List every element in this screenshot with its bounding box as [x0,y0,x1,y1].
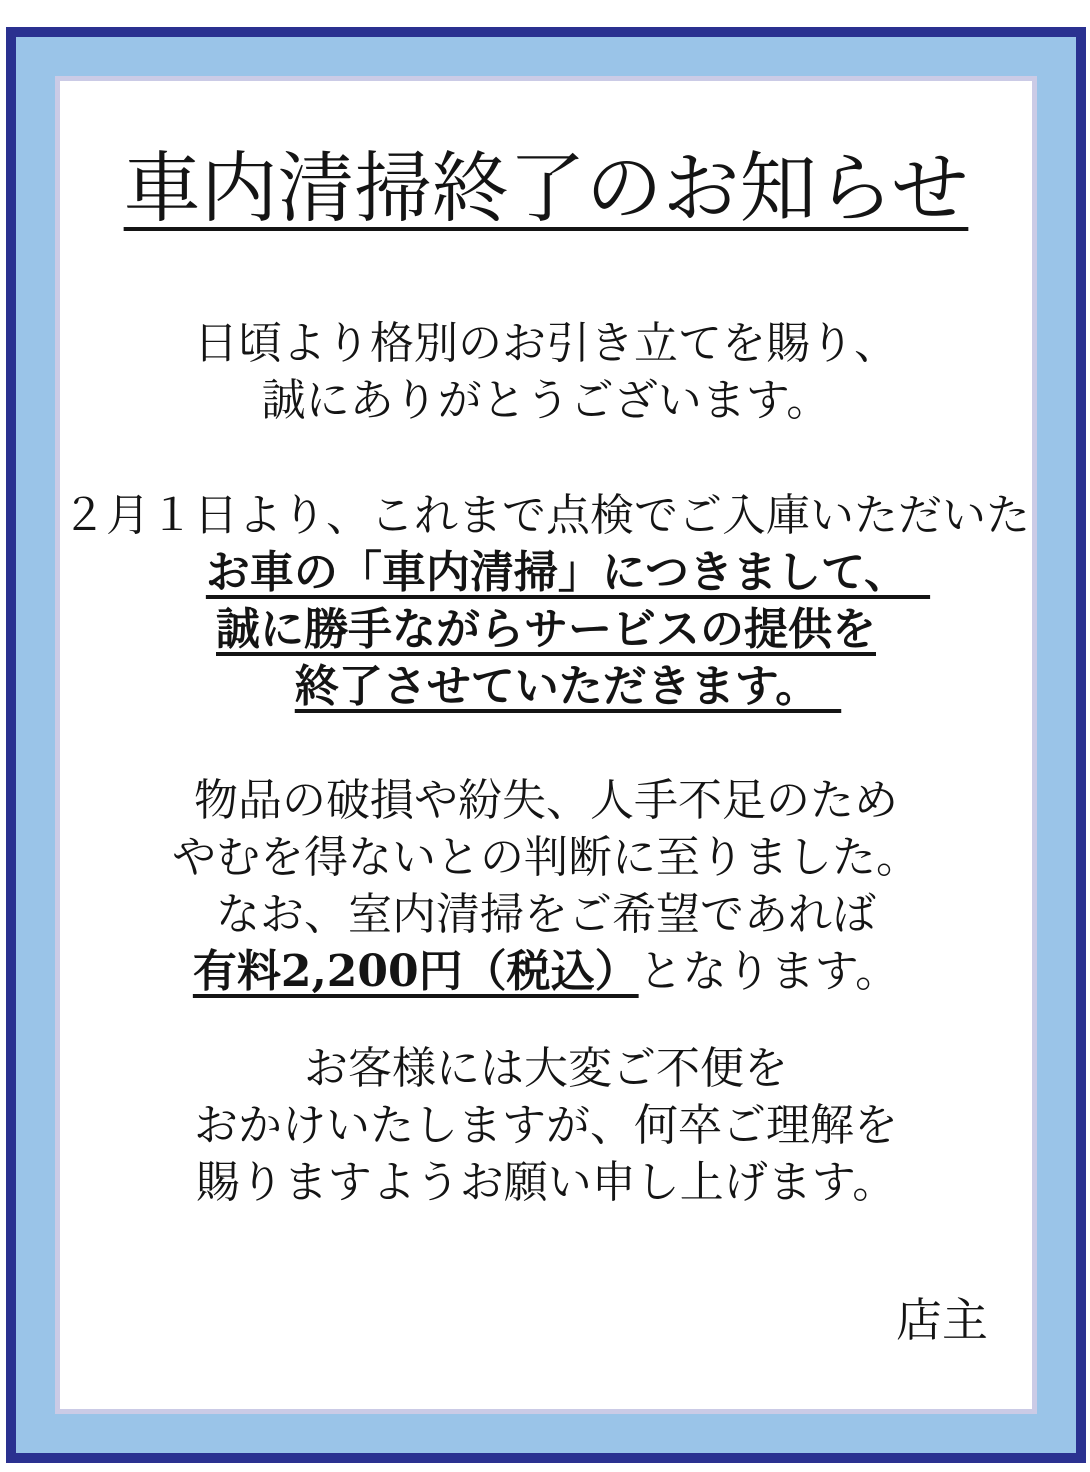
service-end-line-3-emphasis: 誠に勝手ながらサービスの提供を [216,604,876,655]
paragraph-greeting [60,315,1032,429]
apology-line-2: おかけいたしますが、何卒ご理解を [194,1100,898,1151]
service-end-line-4-emphasis: 終了させていただきます。 [294,661,842,712]
paragraph-apology [60,1040,1032,1211]
paragraph-service-end [60,487,1032,715]
reason-line-1: 物品の破損や紛失、人手不足のため [194,775,898,826]
greeting-line-1: 日頃より格別のお引き立てを賜り、 [194,318,898,369]
price-line [60,943,1032,1000]
greeting-line-2: 誠にありがとうございます。 [261,375,831,426]
notice-content [60,125,1032,1414]
sky-blue-border-band [16,37,1076,1453]
signature-shop-owner: 店主 [896,1293,988,1347]
apology-line-1: お客様には大変ご不便を [304,1043,788,1094]
lavender-inner-border [55,76,1037,1414]
paragraph-reason-and-price [60,772,1032,1000]
price-line-rest: となります。 [638,946,900,997]
notice-poster-frame [6,27,1086,1463]
service-end-line-2-emphasis: お車の「車内清掃」につきまして、 [205,547,931,598]
notice-title: 車内清掃終了のお知らせ [123,145,969,234]
price-emphasis: 有料2,200円（税込） [192,946,639,997]
service-end-line-1: ２月１日より、これまで点検でご入庫いただいた [62,490,1030,541]
reason-line-3: なお、室内清掃をご希望であれば [216,889,876,940]
reason-line-2: やむを得ないとの判断に至りました。 [172,832,920,883]
apology-line-3: 賜りますようお願い申し上げます。 [195,1157,897,1208]
